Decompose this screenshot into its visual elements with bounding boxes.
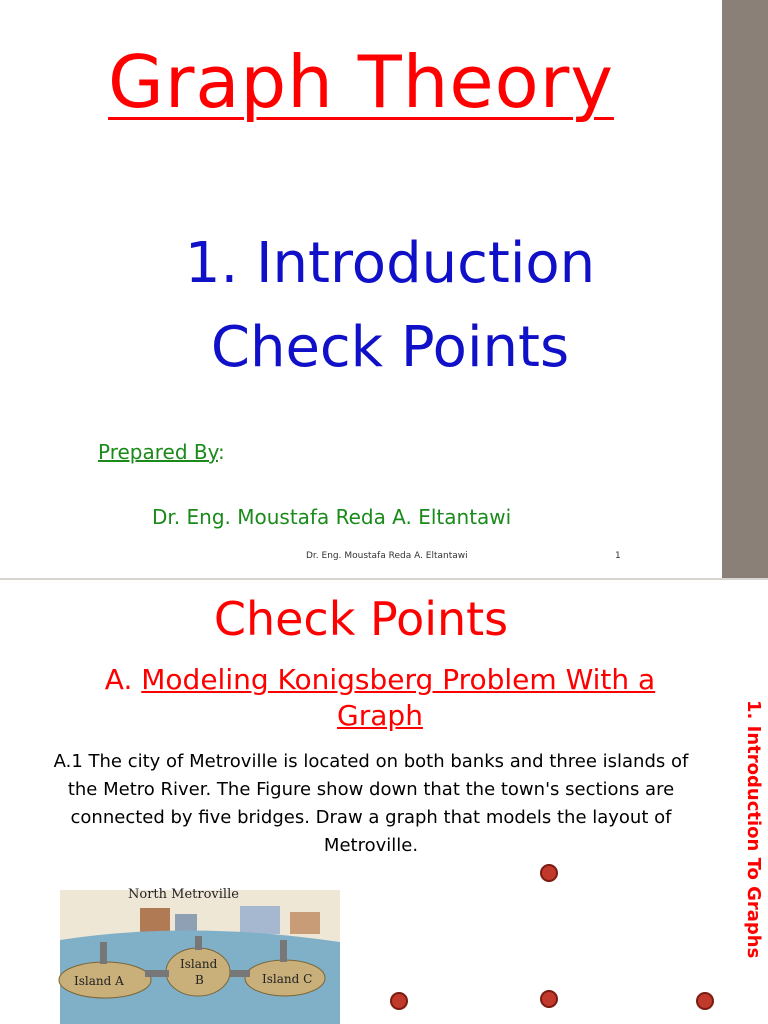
problem-paragraph: A.1 The city of Metroville is located on both banks and three islands of the Metro River. The Figure show down that the town's sections are connected by five bridges. Draw a graph that models the layout of Metroville. <box>53 751 689 856</box>
check-points-title: Check Points <box>213 592 509 646</box>
main-title: Graph Theory <box>108 40 614 124</box>
bridge <box>195 936 202 950</box>
building <box>290 912 320 934</box>
building <box>240 906 280 934</box>
island-b-label-line-2: B <box>195 973 204 987</box>
north-metroville-label: North Metroville <box>128 887 239 902</box>
island-b-label-line-1: Island <box>180 957 218 971</box>
footer-author: Dr. Eng. Moustafa Reda A. Eltantawi <box>306 551 468 561</box>
bridge <box>145 970 169 977</box>
island-c-label: Island C <box>262 972 313 986</box>
author-name: Dr. Eng. Moustafa Reda A. Eltantawi <box>152 505 512 529</box>
section-a-heading <box>60 662 700 734</box>
decorative-dot <box>540 990 558 1008</box>
section-a-title: Modeling Konigsberg Problem With a Graph <box>141 663 656 732</box>
prepared-by-colon: : <box>218 440 225 464</box>
slide-1-side-bar <box>722 0 768 578</box>
island-a-label: Island A <box>74 974 124 988</box>
bridge <box>100 942 107 964</box>
section-a-prefix: A. <box>104 663 133 696</box>
bridge <box>230 970 250 977</box>
prepared-by-text: Prepared By <box>98 440 218 464</box>
vertical-section-label: 1. Introduction To Graphs <box>743 700 764 959</box>
metroville-map-figure <box>40 880 340 1024</box>
subtitle-line-1: 1. Introduction <box>184 231 596 296</box>
island-b-shape <box>166 948 230 996</box>
decorative-dot <box>696 992 714 1010</box>
building <box>140 908 170 934</box>
decorative-dot <box>390 992 408 1010</box>
subtitle <box>90 222 690 390</box>
subtitle-line-2: Check Points <box>210 315 570 380</box>
bridge <box>280 940 287 962</box>
decorative-dot <box>540 864 558 882</box>
footer-page-number: 1 <box>615 551 621 561</box>
prepared-by-label <box>98 440 225 464</box>
